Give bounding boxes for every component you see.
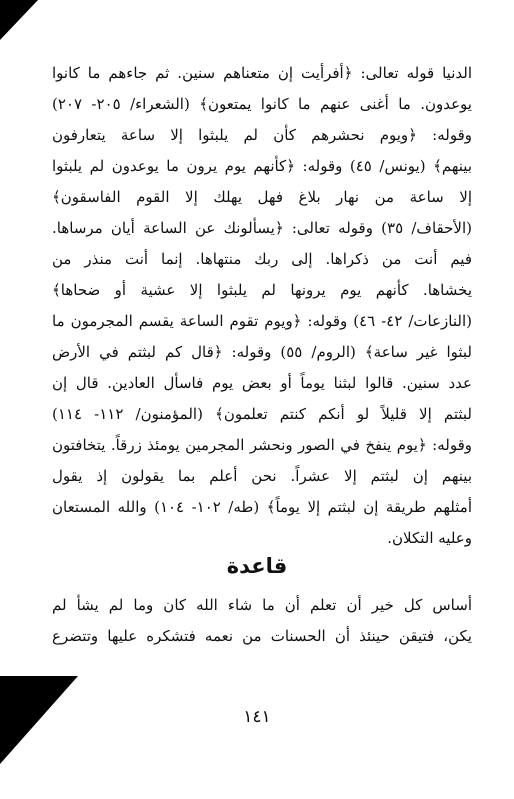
text-line: يكن، فتيقن حينئذ أن الحسنات من نعمه فتشكره عليها وتتضرع [52, 627, 472, 645]
text-line: (النازعات/ ٤٢- ٤٦) وقوله: ﴿ويوم تقوم الساعة يقسم المجرمون ما [52, 312, 472, 330]
text-line: وقوله: ﴿ويوم نحشرهم كأن لم يلبثوا إلا ساعة يتعارفون [52, 126, 472, 144]
text-line: بينهم﴾ (يونس/ ٤٥) وقوله: ﴿كأنهم يوم يرون ما يوعدون لم يلبثوا [52, 157, 472, 175]
text-line: أمثلهم طريقة إن لبثتم إلا يوماً﴾ (طه/ ١٠٢- ١٠٤) والله المستعان [52, 498, 472, 516]
text-line: يوعدون. ما أغنى عنهم ما كانوا يمتعون﴾ (الشعراء/ ٢٠٥- ٢٠٧) [52, 95, 472, 113]
text-line: وقوله: ﴿يوم ينفخ في الصور ونحشر المجرمين يومئذ زرقاً. يتخافتون [52, 436, 472, 454]
text-line: الدنيا قوله تعالى: ﴿أفرأيت إن متعناهم سنين. ثم جاءهم ما كانوا [52, 64, 472, 82]
main-text-block [52, 58, 472, 554]
text-line: عدد سنين. قالوا لبثنا يوماً أو بعض يوم فاسأل العادين. قال إن [52, 374, 472, 392]
section-text-block [52, 590, 472, 652]
text-line: فيم أنت من ذكراها. إلى ربك منتهاها. إنما أنت منذر من [52, 250, 472, 268]
text-line: لبثوا غير ساعة﴾ (الروم/ ٥٥) وقوله: ﴿قال كم لبثتم في الأرض [52, 343, 472, 361]
text-line: (الأحقاف/ ٣٥) وقوله تعالى: ﴿يسألونك عن الساعة أيان مرساها. [52, 219, 472, 237]
text-line: أساس كل خير أن تعلم أن ما شاء الله كان وما لم يشأ لم [52, 596, 472, 614]
text-line: إلا ساعة من نهار بلاغ فهل يهلك إلا القوم الفاسقون﴾ [52, 188, 472, 206]
corner-mark-top-left [0, 0, 38, 40]
text-line: بينهم إن لبثتم إلا عشراً. نحن أعلم بما يقولون إذ يقول [52, 467, 472, 485]
text-line: وعليه التكلان. [387, 529, 472, 547]
text-line: لبثتم إلا قليلاً لو أنكم كنتم تعلمون﴾ (المؤمنون/ ١١٢- ١١٤) [52, 405, 472, 423]
section-heading: قاعدة [226, 554, 288, 578]
page-number: ١٤١ [243, 707, 271, 727]
text-line: يخشاها. كأنهم يوم يرونها لم يلبثوا إلا عشية أو ضحاها﴾ [52, 281, 472, 299]
